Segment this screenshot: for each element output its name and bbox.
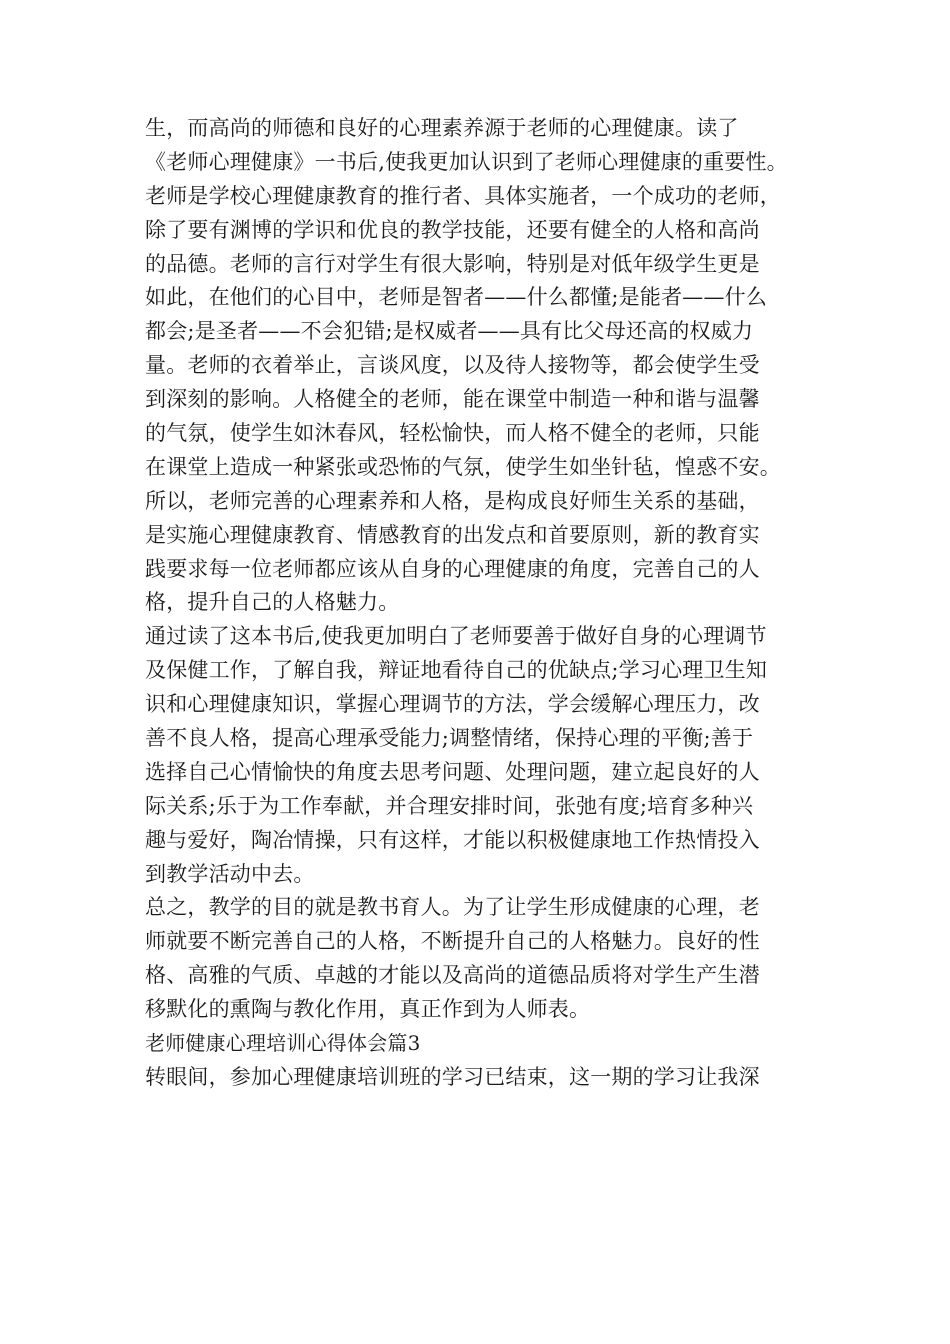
text-line: 选择自己心情愉快的角度去思考问题、处理问题，建立起良好的人 [145, 759, 760, 784]
text-line: 《老师心理健康》一书后,使我更加认识到了老师心理健康的重要性。 [145, 149, 788, 174]
text-line: 格、高雅的气质、卓越的才能以及高尚的道德品质将对学生产生潜 [145, 963, 760, 988]
text-line: 识和心理健康知识，掌握心理调节的方法，学会缓解心理压力，改 [145, 692, 760, 717]
text-line: 生，而高尚的师德和良好的心理素养源于老师的心理健康。读了 [145, 116, 739, 140]
text-line: 总之，教学的目的就是教书育人。为了让学生形成健康的心理，老 [145, 895, 760, 920]
text-line: 趣与爱好，陶冶情操，只有这样，才能以积极健康地工作热情投入 [145, 827, 760, 852]
text-line: 际关系;乐于为工作奉献，并合理安排时间，张弛有度;培育多种兴 [145, 793, 754, 818]
text-line: 的气氛，使学生如沐春风，轻松愉快，而人格不健全的老师，只能 [145, 421, 760, 446]
text-line: 善不良人格，提高心理承受能力;调整情绪，保持心理的平衡;善于 [145, 726, 754, 751]
text-line: 到教学活动中去。 [145, 861, 315, 886]
text-line: 老师是学校心理健康教育的推行者、具体实施者，一个成功的老师， [145, 183, 781, 208]
text-line: 如此，在他们的心目中，老师是智者——什么都懂;是能者——什么 [145, 285, 768, 310]
document-body [145, 112, 817, 1095]
text-line: 在课堂上造成一种紧张或恐怖的气氛，使学生如坐针毡，惶惑不安。 [145, 454, 781, 479]
text-line: 及保健工作，了解自我，辩证地看待自己的优缺点;学习心理卫生知 [145, 658, 768, 683]
text-line: 除了要有渊博的学识和优良的教学技能，还要有健全的人格和高尚 [145, 217, 760, 242]
text-line: 践要求每一位老师都应该从自身的心理健康的角度，完善自己的人 [145, 556, 760, 581]
text-line: 转眼间，参加心理健康培训班的学习已结束，这一期的学习让我深 [145, 1064, 760, 1089]
text-line: 通过读了这本书后,使我更加明白了老师要善于做好自身的心理调节 [145, 624, 767, 649]
text-line: 师就要不断完善自己的人格，不断提升自己的人格魅力。良好的性 [145, 929, 760, 954]
text-line: 都会;是圣者——不会犯错;是权威者——具有比父母还高的权威力 [145, 319, 754, 344]
text-line: 所以，老师完善的心理素养和人格，是构成良好师生关系的基础， [145, 488, 760, 513]
text-line: 格，提升自己的人格魅力。 [145, 590, 400, 615]
text-line: 移默化的熏陶与教化作用，真正作到为人师表。 [145, 997, 591, 1022]
text-line: 的品德。老师的言行对学生有很大影响，特别是对低年级学生更是 [145, 251, 760, 276]
text-line: 到深刻的影响。人格健全的老师，能在课堂中制造一种和谐与温馨 [145, 387, 760, 412]
text-line: 是实施心理健康教育、情感教育的出发点和首要原则，新的教育实 [145, 522, 760, 547]
text-line: 量。老师的衣着举止，言谈风度，以及待人接物等，都会使学生受 [145, 353, 760, 378]
section-heading: 老师健康心理培训心得体会篇3 [145, 1031, 421, 1056]
